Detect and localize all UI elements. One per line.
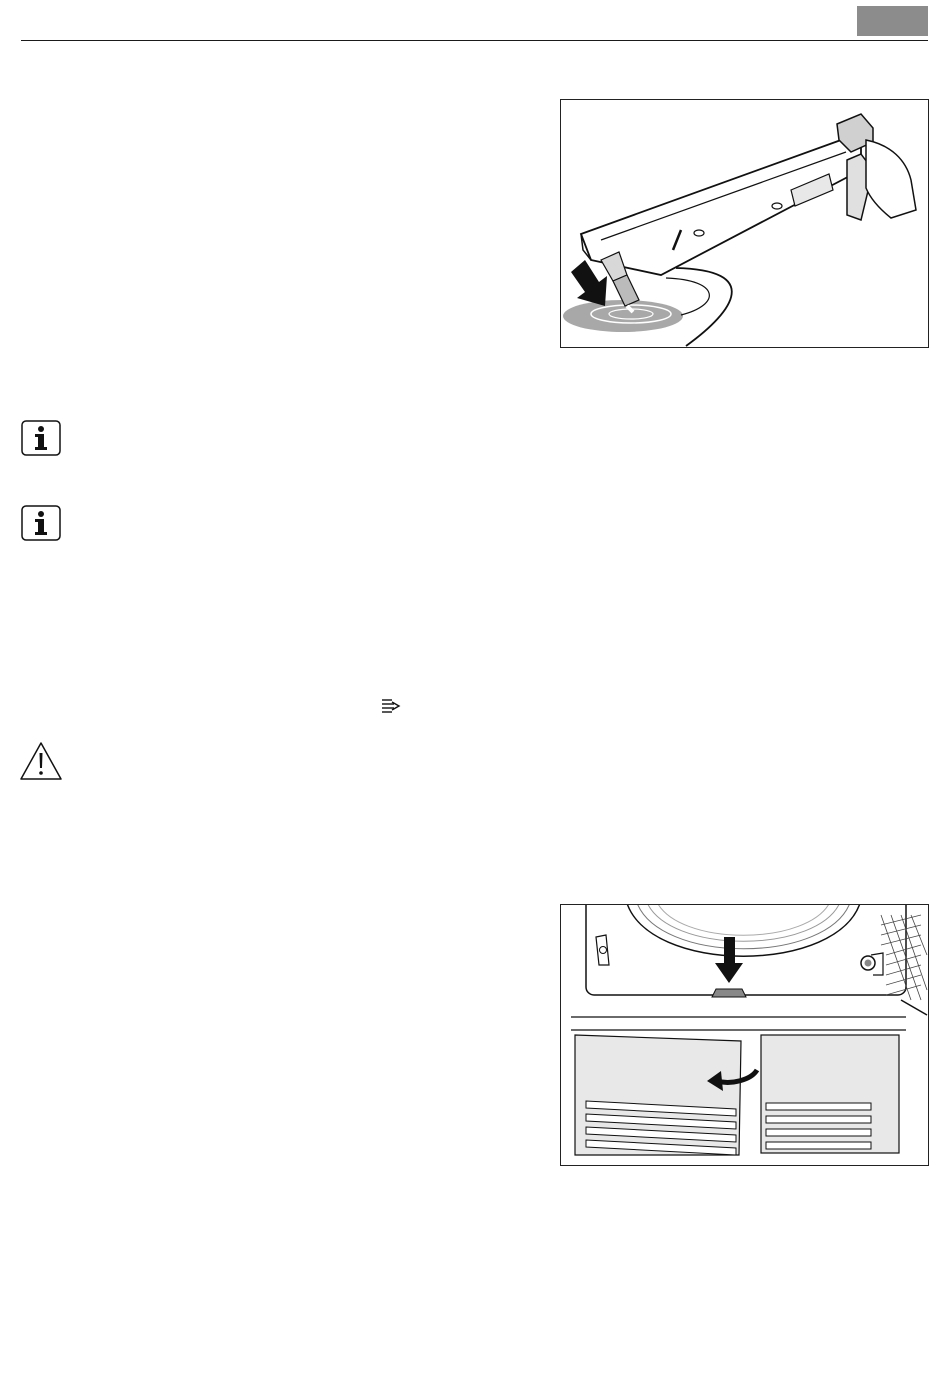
page-tab-marker — [857, 6, 928, 36]
water-container-figure — [560, 99, 929, 348]
warning-triangle-icon — [19, 741, 63, 781]
water-container-illustration — [561, 100, 928, 347]
info-icon — [21, 420, 61, 456]
info-icon — [21, 505, 61, 541]
plinth-flap-illustration — [561, 905, 928, 1165]
plinth-flap-figure — [560, 904, 929, 1166]
header-divider — [21, 40, 928, 41]
lines-arrow-icon — [378, 697, 402, 715]
